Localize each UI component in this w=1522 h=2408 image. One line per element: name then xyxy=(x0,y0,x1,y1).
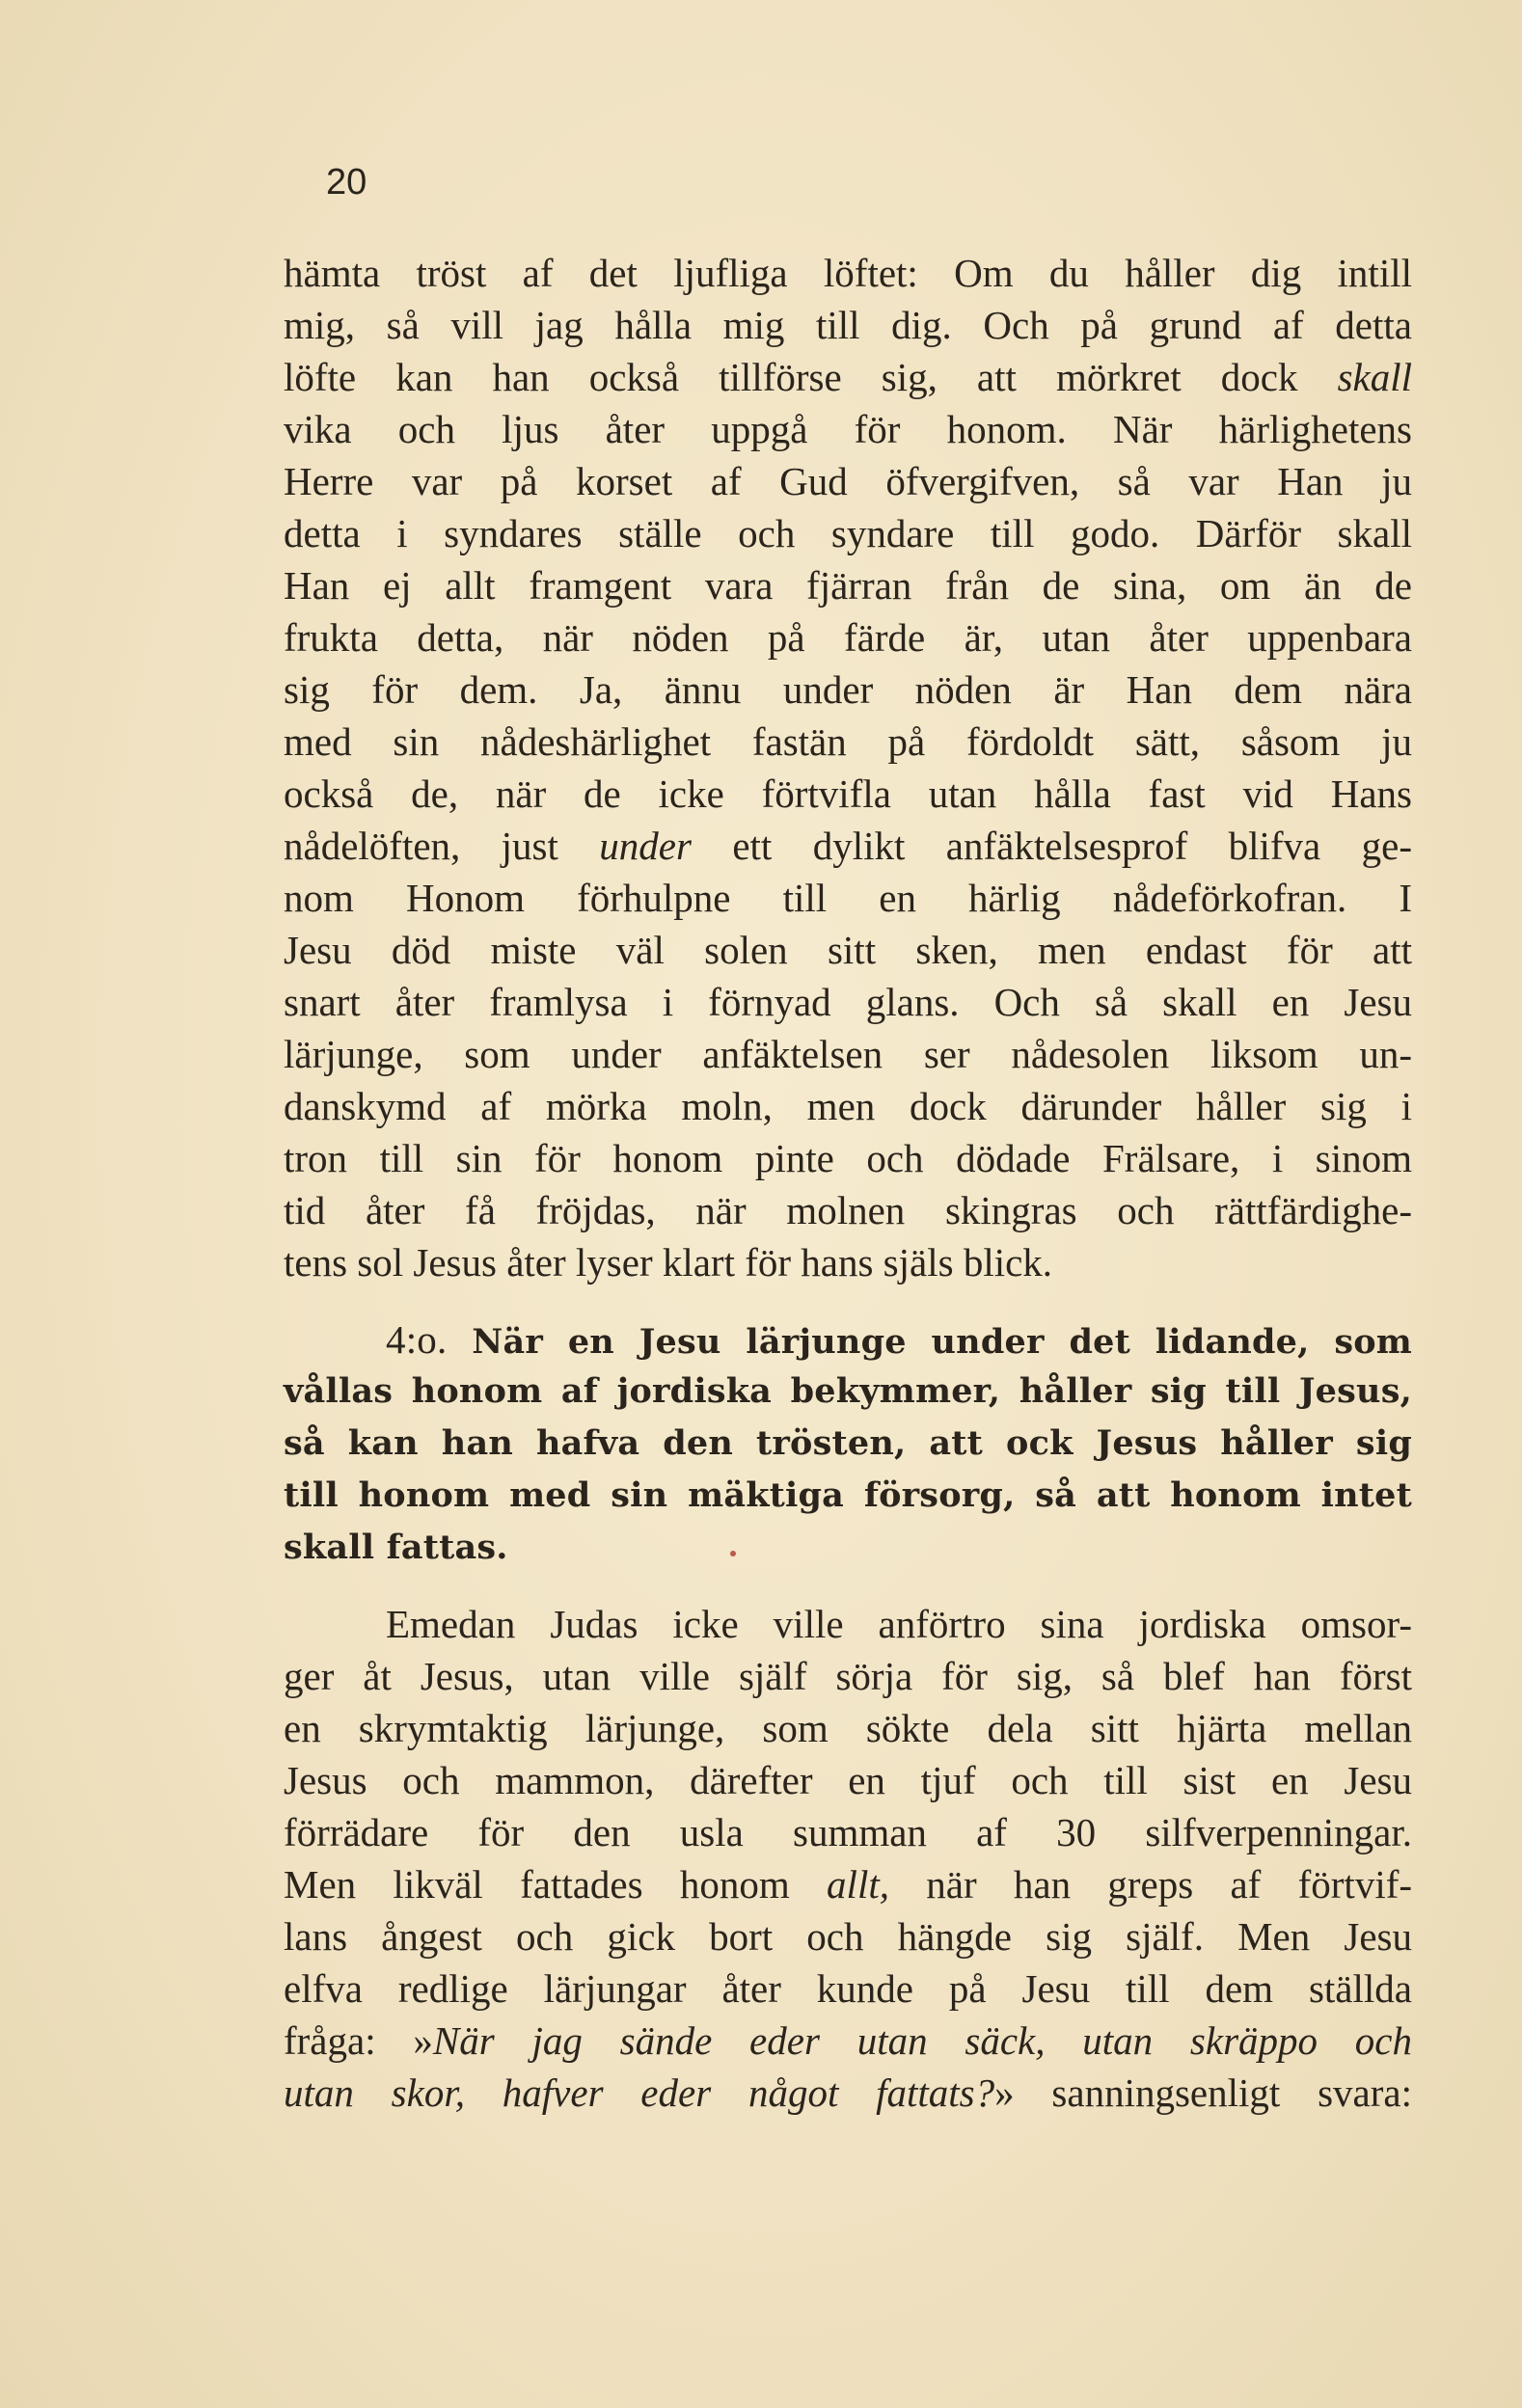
text-line: elfva redlige lärjungar åter kunde på Jesu till dem ställda xyxy=(284,1966,1412,2011)
text-line: Han ej allt framgent vara fjärran från de sina, om än de xyxy=(284,563,1412,608)
text-line: lans ångest och gick bort och hängde sig själf. Men Jesu xyxy=(284,1914,1412,1959)
emphasis: under xyxy=(599,824,692,868)
text-line: förrädare för den usla summan af 30 silfverpenningar. xyxy=(284,1810,1412,1854)
text-line: frukta detta, när nöden på färde är, utan åter uppenbara xyxy=(284,615,1412,660)
text-line: fråga: »När jag sände eder utan säck, utan skräppo och xyxy=(284,2018,1412,2063)
text-line: löfte kan han också tillförse sig, att mörkret dock skall xyxy=(284,355,1413,399)
text-line: ger åt Jesus, utan ville själf sörja för sig, så blef han först xyxy=(284,1654,1412,1698)
emphasis: allt, xyxy=(827,1862,889,1907)
text-line: Jesu död miste väl solen sitt sken, men endast för att xyxy=(284,928,1412,972)
text-line: med sin nådeshärlighet fastän på fördoldt sätt, såsom ju xyxy=(284,719,1412,764)
quoted-question: utan skor, hafver eder något fattats? xyxy=(284,2070,995,2115)
text-line: utan skor, hafver eder något fattats?» sanningsenligt svara: xyxy=(284,2070,1412,2115)
paragraph-3 xyxy=(284,1598,1412,2119)
text-line: sig för dem. Ja, ännu under nöden är Han dem nära xyxy=(284,667,1412,712)
emphasis: skall xyxy=(1337,355,1413,399)
text-line: tron till sin för honom pinte och dödade Frälsare, i sinom xyxy=(284,1136,1412,1180)
text-line: också de, när de icke förtvifla utan hålla fast vid Hans xyxy=(284,771,1412,816)
text-line: så kan han hafva den trösten, att ock Jesus håller sig xyxy=(284,1423,1412,1463)
text-line: tens sol Jesus åter lyser klart för hans själs blick. xyxy=(284,1240,1053,1285)
text-line: snart åter framlysa i förnyad glans. Och så skall en Jesu xyxy=(284,980,1412,1024)
text-line: vika och ljus åter uppgå för honom. När härlighetens xyxy=(284,407,1412,451)
text-line: Herre var på korset af Gud öfvergifven, så var Han ju xyxy=(284,459,1412,503)
text-line: nådelöften, just under ett dylikt anfäktelsesprof blifva ge- xyxy=(284,824,1412,868)
text-line: lärjunge, som under anfäktelsen ser nådesolen liksom un- xyxy=(284,1032,1412,1076)
quoted-question: När jag sände eder utan säck, utan skräppo och xyxy=(432,2018,1412,2063)
text-line: vållas honom af jordiska bekymmer, håller sig till Jesus, xyxy=(284,1371,1412,1411)
section-number: 4:o. xyxy=(386,1317,448,1362)
text-line: Jesus och mammon, därefter en tjuf och till sist en Jesu xyxy=(284,1758,1412,1802)
paper-speck xyxy=(730,1551,736,1556)
paragraph-2-heading xyxy=(284,1313,1412,1574)
text-line: detta i syndares ställe och syndare till godo. Därför skall xyxy=(284,511,1412,555)
text-line: Emedan Judas icke ville anförtro sina jordiska omsor- xyxy=(386,1602,1412,1646)
text-line: tid åter få fröjdas, när molnen skingras och rättfärdighe- xyxy=(284,1188,1412,1232)
text-line: en skrymtaktig lärjunge, som sökte dela sitt hjärta mellan xyxy=(284,1706,1412,1750)
paragraph-1 xyxy=(284,247,1412,1288)
text-line: danskymd af mörka moln, men dock därunder håller sig i xyxy=(284,1084,1412,1128)
text-line: mig, så vill jag hålla mig till dig. Och på grund af detta xyxy=(284,303,1412,347)
text-line: skall fattas. xyxy=(284,1528,508,1567)
text-line: nom Honom förhulpne till en härlig nådeförkofran. I xyxy=(284,876,1412,920)
text-line: till honom med sin mäktiga försorg, så att honom intet xyxy=(284,1475,1412,1515)
page-number: 20 xyxy=(326,162,367,203)
text-line: hämta tröst af det ljufliga löftet: Om du håller dig intill xyxy=(284,251,1412,295)
text-line: 4:o. När en Jesu lärjunge under det lidande, som xyxy=(386,1317,1413,1362)
text-line: Men likväl fattades honom allt, när han greps af förtvif- xyxy=(284,1862,1413,1907)
